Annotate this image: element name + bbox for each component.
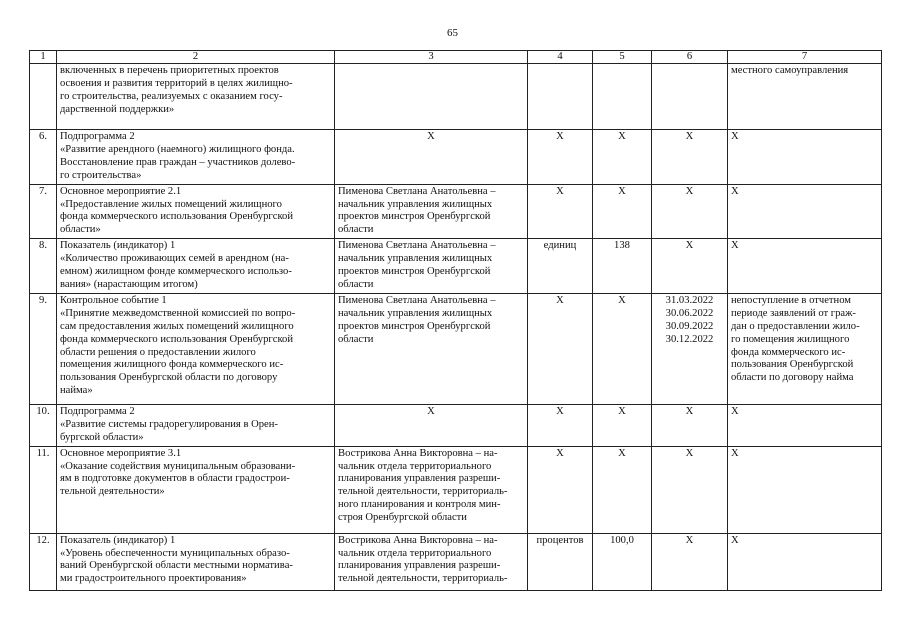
responsible-cell-line: области	[338, 333, 374, 345]
table-header-row	[30, 51, 882, 64]
value-cell: 100,0	[593, 533, 652, 590]
responsible-cell-line: строя Оренбургской области	[338, 512, 467, 524]
description-cell-line: помещения жилищного фонда коммерческого ис-	[60, 359, 284, 371]
header-cell: 5	[593, 51, 652, 64]
table-row	[30, 239, 882, 294]
value-cell: X	[593, 446, 652, 533]
description-cell-line: Контрольное событие 1	[60, 294, 167, 306]
responsible-cell	[335, 533, 528, 590]
note-cell-line: местного самоуправления	[731, 65, 849, 76]
table-row	[30, 64, 882, 130]
unit-cell: X	[528, 184, 593, 239]
date-cell	[652, 293, 728, 404]
description-cell-line: Показатель (индикатор) 1	[60, 534, 176, 546]
description-cell	[57, 404, 335, 446]
description-cell-line: вания» (нарастающим итогом)	[60, 278, 198, 290]
responsible-cell	[335, 130, 528, 185]
description-cell-line: ваний Оренбургской области местными нормативa-	[60, 560, 293, 572]
value-cell	[593, 64, 652, 130]
header-cell: 4	[528, 51, 593, 64]
responsible-cell-line: тельной деятельности, территориаль-	[338, 486, 508, 498]
responsible-cell-line: Пименова Светлана Анатольевна –	[338, 294, 496, 306]
description-cell-line: ми градостроительного проектирования»	[60, 573, 247, 585]
row-number-cell: 9.	[30, 293, 57, 404]
description-cell-line: области»	[60, 224, 101, 236]
description-cell-line: фонда коммерческого использования Оренбургской	[60, 333, 294, 345]
responsible-cell-line: проектов минстроя Оренбургской	[338, 211, 491, 223]
note-cell	[728, 446, 882, 533]
description-cell-line: тельной деятельности»	[60, 486, 165, 498]
unit-cell	[528, 64, 593, 130]
responsible-cell-line: чальник отдела территориального	[338, 547, 492, 559]
row-number-cell: 7.	[30, 184, 57, 239]
description-cell	[57, 293, 335, 404]
unit-cell: X	[528, 130, 593, 185]
note-cell-line: периоде заявлений от граж-	[731, 307, 856, 319]
note-cell-line: пользования Оренбургской	[731, 359, 854, 371]
value-cell: X	[593, 293, 652, 404]
description-cell	[57, 64, 335, 130]
description-cell	[57, 446, 335, 533]
description-cell-line: бургской области»	[60, 431, 144, 443]
table-row	[30, 130, 882, 185]
description-cell-line: освоения и развития территорий в целях жилищно-	[60, 77, 293, 89]
date-cell-line: 30.12.2022	[665, 333, 714, 345]
unit-cell: X	[528, 446, 593, 533]
description-cell-line: емном) жилищном фонде коммерческого использо-	[60, 266, 292, 278]
responsible-cell-line: X	[427, 131, 435, 142]
description-cell-line: Подпрограмма 2	[60, 131, 135, 142]
description-cell-line: го строительства»	[60, 169, 142, 181]
description-cell-line: «Развитие системы градорегулирования в Орен-	[60, 418, 278, 430]
table-row	[30, 446, 882, 533]
responsible-cell-line: тельной деятельности, территориаль-	[338, 573, 508, 585]
note-cell	[728, 404, 882, 446]
table-row	[30, 533, 882, 590]
responsible-cell-line: области	[338, 278, 374, 290]
responsible-cell-line: начальник управления жилищных	[338, 307, 493, 319]
date-cell	[652, 533, 728, 590]
table-row	[30, 293, 882, 404]
unit-cell: X	[528, 293, 593, 404]
row-number-cell: 6.	[30, 130, 57, 185]
table-row	[30, 404, 882, 446]
responsible-cell-line: проектов минстроя Оренбургской	[338, 320, 491, 332]
description-cell-line: «Количество проживающих семей в арендном (на-	[60, 253, 289, 265]
note-cell-line: го помещения жилищного	[731, 333, 850, 345]
responsible-cell-line: Пименова Светлана Анатольевна –	[338, 185, 496, 197]
responsible-cell-line: проектов минстроя Оренбургской	[338, 266, 491, 278]
unit-cell: процентов	[528, 533, 593, 590]
description-cell	[57, 239, 335, 294]
note-cell-line: дан о предоставлении жило-	[731, 320, 860, 332]
note-cell-line: области по договору найма	[731, 372, 854, 384]
date-cell-line: X	[685, 131, 694, 142]
description-cell-line: го строительства, реализуемых с оказанием госу-	[60, 90, 283, 102]
responsible-cell-line: X	[427, 405, 435, 417]
description-cell-line: «Развитие арендного (наемного) жилищного фонда.	[60, 143, 295, 155]
header-cell: 1	[30, 51, 57, 64]
description-cell-line: фонда коммерческого использования Оренбургской	[60, 211, 294, 223]
unit-cell: единиц	[528, 239, 593, 294]
description-cell-line: области решения о предоставлении жилого	[60, 346, 256, 358]
value-cell: 138	[593, 239, 652, 294]
note-cell	[728, 239, 882, 294]
page-number: 65	[447, 27, 458, 39]
responsible-cell-line: ного планирования и контроля мин-	[338, 499, 501, 511]
value-cell: X	[593, 404, 652, 446]
responsible-cell-line: Вострикова Анна Викторовна – на-	[338, 534, 498, 546]
date-cell	[652, 404, 728, 446]
description-cell-line: найма»	[60, 385, 93, 397]
header-cell: 2	[57, 51, 335, 64]
value-cell: X	[593, 130, 652, 185]
note-cell-line: непоступление в отчетном	[731, 294, 852, 306]
date-cell	[652, 446, 728, 533]
note-cell-line: X	[731, 131, 739, 142]
responsible-cell	[335, 184, 528, 239]
note-cell-line: X	[731, 405, 739, 417]
description-cell-line: ям в подготовке документов в области градострои-	[60, 473, 290, 485]
date-cell-line: 30.06.2022	[665, 307, 714, 319]
description-cell-line: пользования Оренбургской области по договору	[60, 372, 278, 384]
responsible-cell	[335, 239, 528, 294]
description-cell	[57, 130, 335, 185]
row-number-cell: 11.	[30, 446, 57, 533]
date-cell	[652, 64, 728, 130]
row-number-cell: 8.	[30, 239, 57, 294]
date-cell-line: X	[685, 447, 694, 459]
note-cell	[728, 184, 882, 239]
table-row	[30, 184, 882, 239]
date-cell-line: X	[685, 185, 694, 197]
description-cell-line: Подпрограмма 2	[60, 405, 135, 417]
note-cell-line: X	[731, 185, 739, 197]
description-cell-line: включенных в перечень приоритетных проектов	[60, 65, 279, 76]
date-cell	[652, 239, 728, 294]
note-cell	[728, 130, 882, 185]
responsible-cell	[335, 404, 528, 446]
responsible-cell-line: Пименова Светлана Анатольевна –	[338, 240, 496, 252]
responsible-cell-line: Вострикова Анна Викторовна – на-	[338, 447, 498, 459]
responsible-cell	[335, 446, 528, 533]
date-cell-line: 30.09.2022	[665, 320, 714, 332]
responsible-cell-line: начальник управления жилищных	[338, 198, 493, 210]
date-cell-line: X	[685, 240, 694, 252]
program-table	[29, 50, 882, 591]
note-cell	[728, 533, 882, 590]
responsible-cell	[335, 64, 528, 130]
responsible-cell-line: планирования управления разреши-	[338, 560, 501, 572]
date-cell-line: X	[685, 534, 694, 546]
note-cell-line: X	[731, 447, 739, 459]
description-cell-line: сам предоставления жилых помещений жилищного	[60, 320, 294, 332]
row-number-cell: 12.	[30, 533, 57, 590]
description-cell-line: «Предоставление жилых помещений жилищного	[60, 198, 282, 210]
note-cell-line: X	[731, 534, 739, 546]
unit-cell: X	[528, 404, 593, 446]
date-cell-line: X	[685, 405, 694, 417]
description-cell-line: «Принятие межведомственной комиссией по вопро-	[60, 307, 296, 319]
row-number-cell	[30, 64, 57, 130]
date-cell	[652, 130, 728, 185]
responsible-cell-line: области	[338, 224, 374, 236]
responsible-cell-line: планирования управления разреши-	[338, 473, 501, 485]
date-cell	[652, 184, 728, 239]
header-cell: 7	[728, 51, 882, 64]
responsible-cell-line: начальник управления жилищных	[338, 253, 493, 265]
note-cell	[728, 64, 882, 130]
responsible-cell-line: чальник отдела территориального	[338, 460, 492, 472]
note-cell	[728, 293, 882, 404]
note-cell-line: фонда коммерческого ис-	[731, 346, 846, 358]
description-cell-line: дарственной поддержки»	[60, 103, 175, 115]
description-cell-line: «Уровень обеспеченности муниципальных образо-	[60, 547, 290, 559]
date-cell-line: 31.03.2022	[665, 294, 714, 306]
description-cell-line: Восстановление прав граждан – участников долево-	[60, 156, 296, 168]
description-cell-line: Основное мероприятие 3.1	[60, 447, 182, 459]
note-cell-line: X	[731, 240, 739, 252]
value-cell: X	[593, 184, 652, 239]
description-cell-line: «Оказание содействия муниципальным образовани-	[60, 460, 296, 472]
header-cell: 3	[335, 51, 528, 64]
description-cell-line: Основное мероприятие 2.1	[60, 185, 182, 197]
header-cell: 6	[652, 51, 728, 64]
responsible-cell	[335, 293, 528, 404]
description-cell	[57, 533, 335, 590]
description-cell-line: Показатель (индикатор) 1	[60, 240, 176, 252]
description-cell	[57, 184, 335, 239]
row-number-cell: 10.	[30, 404, 57, 446]
